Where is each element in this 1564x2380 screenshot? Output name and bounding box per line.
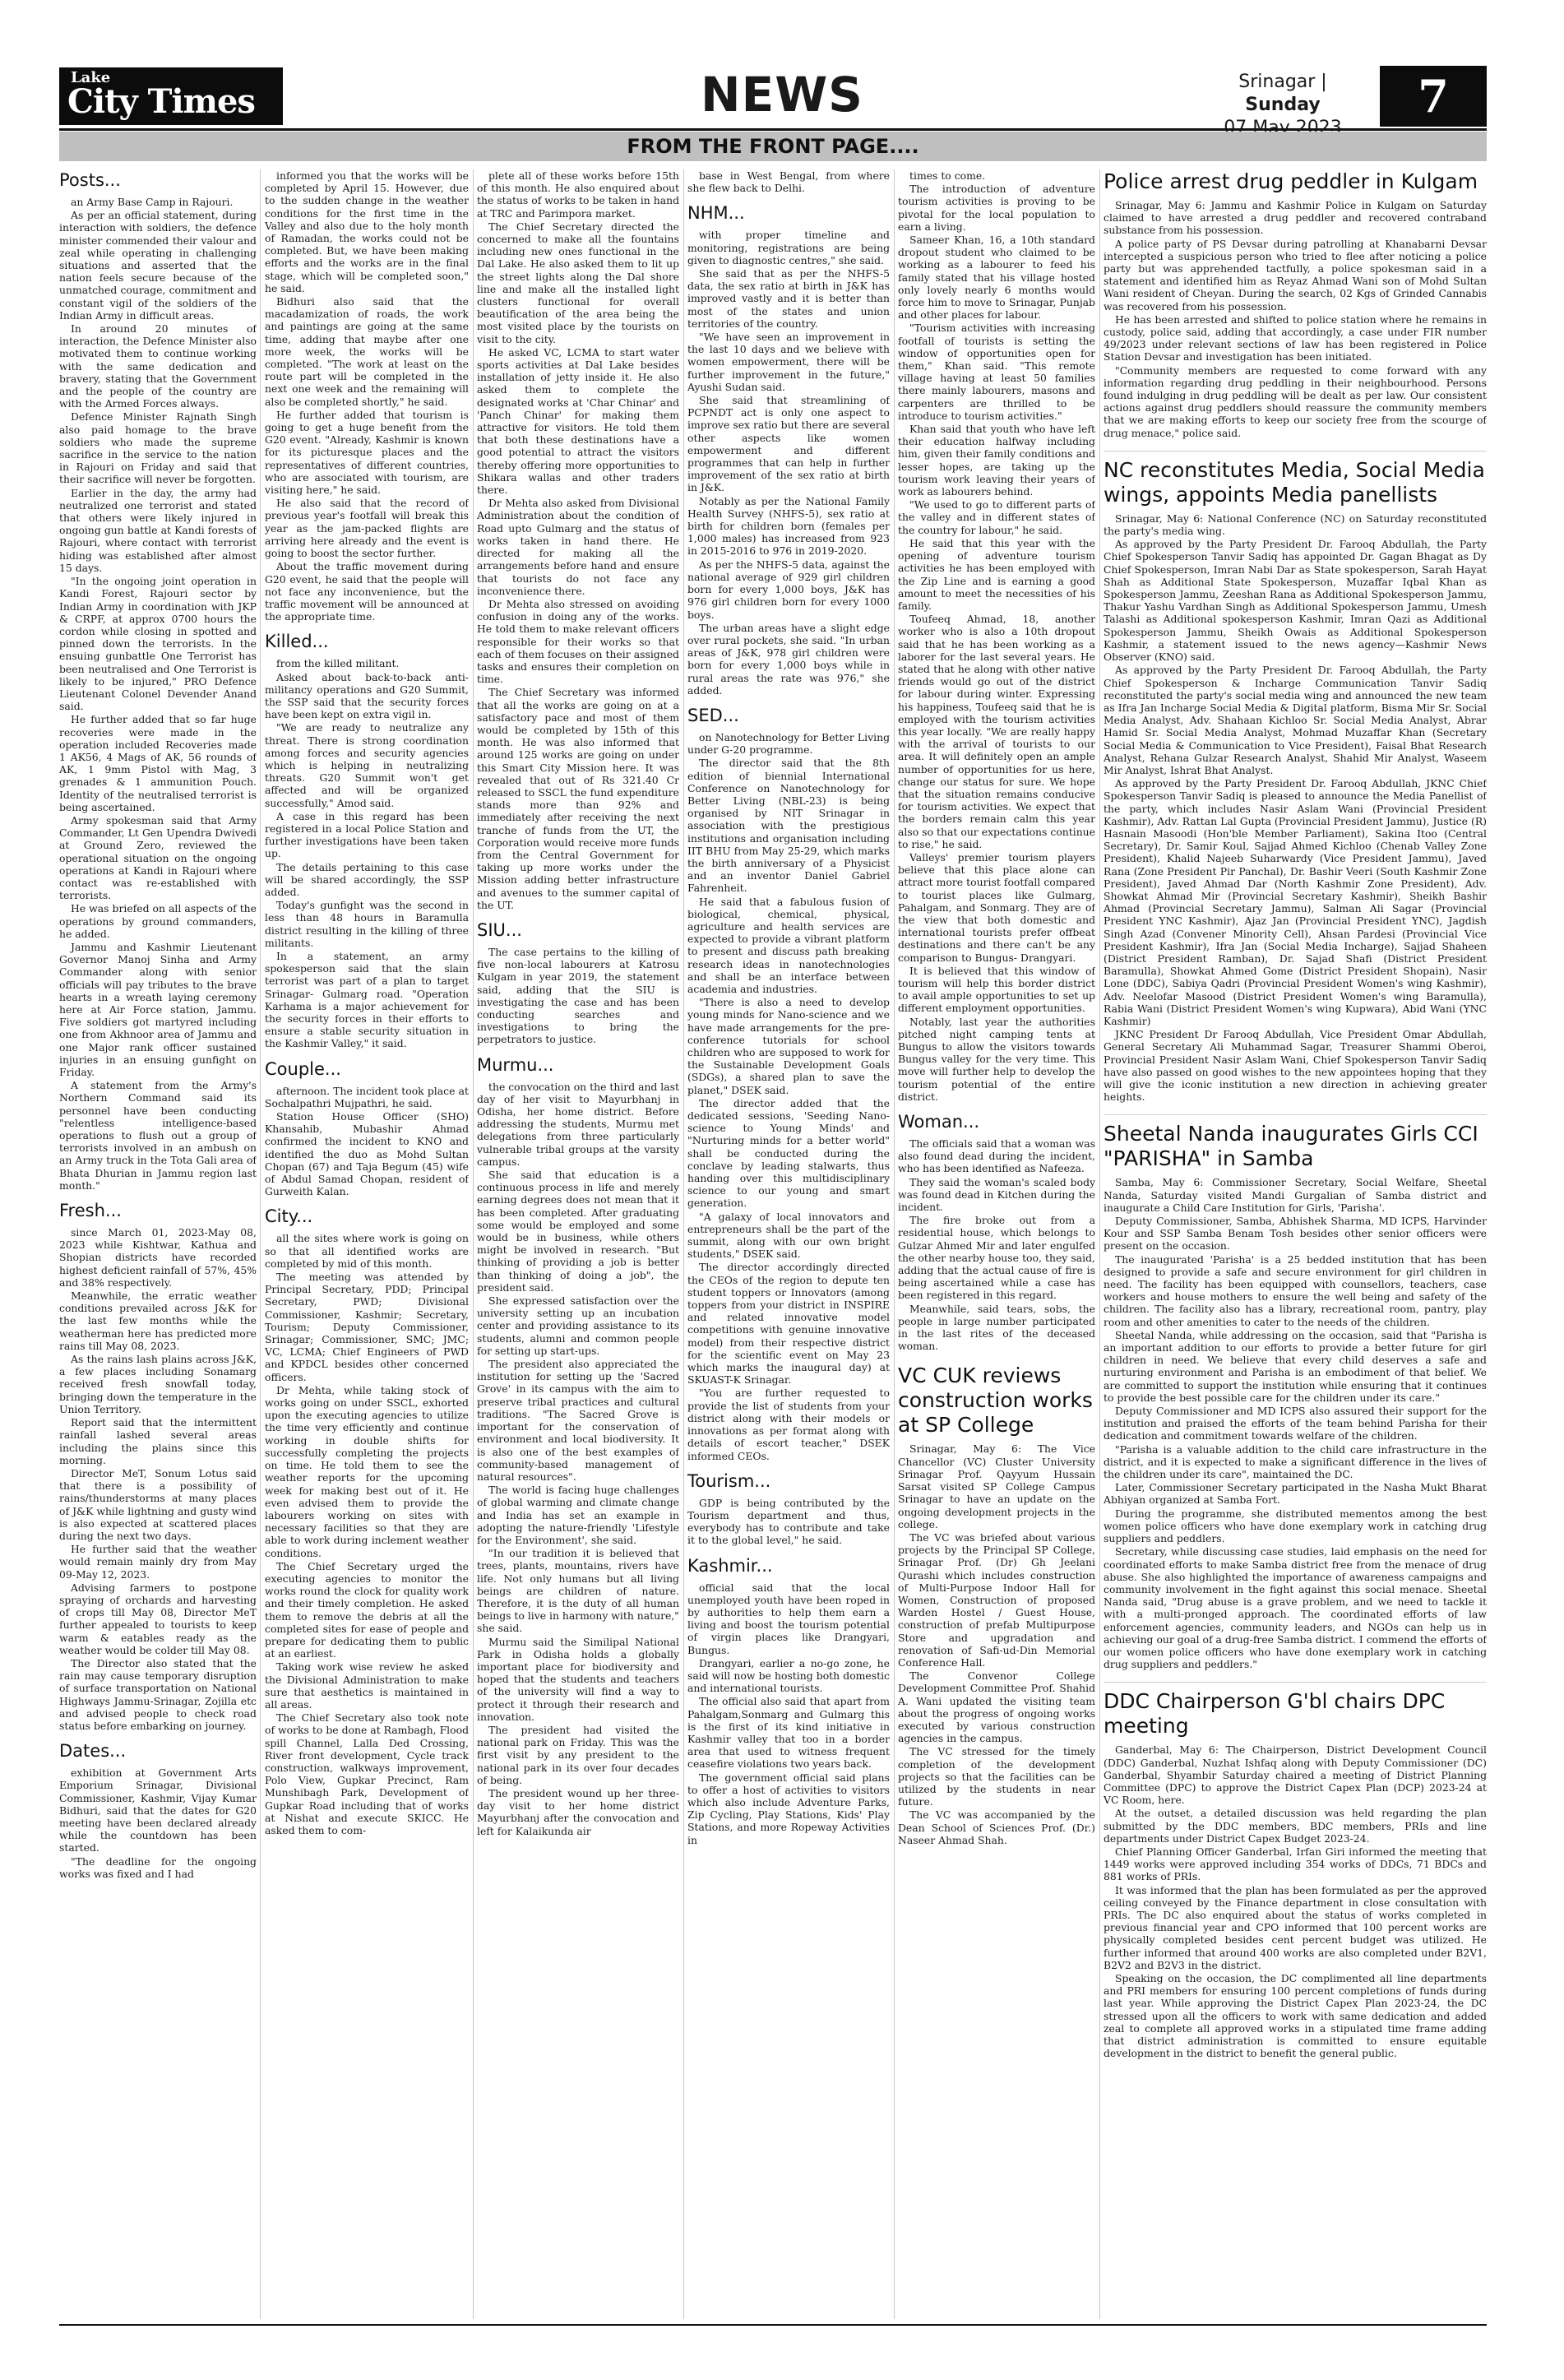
- story-paragraph: an Army Base Camp in Rajouri.: [71, 196, 234, 208]
- story-paragraph: A case in this regard has been registered in a local Police Station and further investigations have been taken up.: [265, 809, 469, 860]
- story-headline: VC CUK reviews construction works at SP College: [898, 1364, 1093, 1438]
- story-paragraph: The meeting was attended by Principal Secretary, PDD; Principal Secretary, PWD; Divisional Commissioner, Kashmir; Secretary, Tourism; Deputy Commissioner, Srinagar; Commissioner, SMC; JMC; VC, LCMA; Chief Engineers of PWD and KPDCL besides other concerned officers.: [265, 1271, 469, 1383]
- top-rule: [59, 128, 1487, 131]
- story-paragraph: The inaugurated 'Parisha' is a 25 bedded institution that has been designed to provide a safe and secure environment for girl children in need. The facility has been equipped with counsellors, teachers, case workers and house mothers to ensure the well being and safety of the children. The facility also has a library, recreational room, pantry, play room and other amenities to cater to the needs of the children.: [1104, 1253, 1487, 1328]
- story-paragraph: The fire broke out from a residential house, which belongs to Gulzar Ahmed Mir and later engulfed the other nearby house too, they said, adding that the actual cause of fire is being ascertained while a case has been registered in this regard.: [898, 1214, 1095, 1302]
- page-number: 7: [1380, 66, 1487, 127]
- story-paragraph: Asked about back-to-back anti-militancy operations and G20 Summit, the SSP said that the security forces have been kept on extra vigil in.: [265, 670, 469, 721]
- story-paragraph: "You are further requested to provide the list of students from your district along with their models or innovations as per format along with details of escort teacher," DSEK informed CEOs.: [687, 1387, 890, 1462]
- story-jump-head: Killed...: [265, 632, 329, 652]
- story-paragraph: official said that the local unemployed youth have been roped in by authorities to help them earn a living and boost the tourism potential of virgin places like Drangyari, Bungus.: [687, 1581, 890, 1656]
- logo-top-text: Lake: [71, 69, 111, 86]
- story-paragraph: Srinagar, May 6: Jammu and Kashmir Police in Kulgam on Saturday claimed to have arrested a drug peddler and recovered contraband substance from his possession.: [1104, 199, 1487, 237]
- column-5: [898, 169, 1095, 2319]
- bottom-rule: [59, 2324, 1487, 2326]
- section-banner: FROM THE FRONT PAGE....: [59, 132, 1487, 161]
- story-paragraph: "We have seen an improvement in the last 10 days and we believe with women empowerment, there will be further improvement in the future," Ayushi Sudan said.: [687, 331, 890, 393]
- story-jump-head: Posts...: [59, 170, 121, 190]
- story-jump-head: Fresh...: [59, 1201, 122, 1221]
- story-paragraph: A statement from the Army's Northern Command said its personnel have been conducting "relentless intelligence-based operations to flush out a group of terrorists involved in an ambush on an Army truck in the Tota Gali area of Bhata Dhurian in Jammu region last month.": [59, 1079, 257, 1192]
- story-paragraph: "We used to go to different parts of the valley and in different states of the country for labour," he said.: [898, 498, 1095, 536]
- story-paragraph: As approved by the Party President Dr. Farooq Abdullah, the Party Chief Spokesperson & Incharge Communication Tanvir Sadiq reconstituted the party's social media wing and announced the new team as Ifra Jan Incharge Social Media & Digital platform, Bisma Mir Sr. Social Media Analyst, Adv. Shahaan Kichloo Sr. Social Media Analyst, Abrar Hamid Sr. Social Media Analyst, Mohmad Muzaffar Khan (Secretary Social Media & Communication to Vice President), Faisal Bhat Research Analyst, Rehana Gulzar Research Analyst, Shahid Mir Analyst, Waseem Mir Analyst, Ishrat Bhat Analyst.: [1104, 664, 1487, 776]
- story-paragraph: GDP is being contributed by the Tourism department and thus, everybody has to contribute and take it to the global level," he said.: [687, 1496, 890, 1547]
- story-paragraph: plete all of these works before 15th of this month. He also enquired about the status of works to be taken in hand at TRC and Parimpora market.: [477, 169, 679, 220]
- column-4: [687, 169, 890, 2319]
- story-paragraph: The president also appreciated the institution for setting up the 'Sacred Grove' in its campus with the aim to preserve tribal practices and cultural traditions. "The Sacred Grove is important for the conservation of environment and local biodiversity. It is also one of the best examples of community-based management of natural resources".: [477, 1358, 679, 1483]
- story-paragraph: Dr Mehta also stressed on avoiding confusion in doing any of the works. He told them to make relevant officers responsible for their works so that each of them focuses on their assigned tasks and ensures their completion on time.: [477, 597, 679, 686]
- story-paragraph: In around 20 minutes of interaction, the Defence Minister also motivated them to continue working with the same dedication and bravery, stating that the Government and the people of the country are with the Armed Forces always.: [59, 322, 257, 410]
- column-divider: [260, 169, 261, 2319]
- story-paragraph: times to come.: [909, 169, 986, 182]
- column-divider: [683, 169, 684, 2319]
- story-paragraph: The government official said plans to offer a host of activities to visitors which also include Adventure Parks, Zip Cycling, Play Stations, Kids' Play Stations, and more Ropeway Activities in: [687, 1771, 890, 1846]
- story-paragraph: The director added that the dedicated sessions, 'Seeding Nano-science to Young Minds' and "Nurturing minds for a better world" shall be conducted during the conclave by leading stalwarts, thus handing over this multidisciplinary science to our young and smart generation.: [687, 1096, 890, 1210]
- story-paragraph: "In our tradition it is believed that trees, plants, mountains, rivers have life. Not only humans but all living beings are children of nature. Therefore, it is the duty of all human beings to live in harmony with nature," she said.: [477, 1547, 679, 1635]
- story-paragraph: Secretary, while discussing case studies, laid emphasis on the need for coordinated efforts to make Samba district free from the menace of drug abuse. She also highlighted the importance of awareness campaigns and community involvement in the fight against this social menace. Sheetal Nanda said, "Drug abuse is a grave problem, and we need to tackle it with a multi-pronged approach. The coordinated efforts of law enforcement agencies, community leaders, and NGOs can help us in achieving our goal of a drug-free Samba district. I commend the efforts of our women police officers who have done exemplary work in catching drug suppliers and peddlers.": [1104, 1545, 1487, 1671]
- story-paragraph: A police party of PS Devsar during patrolling at Khanabarni Devsar intercepted a suspicious person who tried to flee after noticing a police party but was apprehended tactfully, a police spokesman said in a statement and identified him as Reyaz Ahmad Wani son of Mohd Sultan Wani resident of Cheyan. During the search, 02 Kgs of Grinded Cannabis was recovered from his possession.: [1104, 237, 1487, 313]
- story-paragraph: "Tourism activities with increasing footfall of tourists is setting the window of opportunities open for them," Khan said. "This remote village having at least 50 families there mainly labourers, masons and carpenters are thrilled to be introduce to tourism activities.": [898, 322, 1095, 422]
- story-paragraph: They said the woman's scaled body was found dead in Kitchen during the incident.: [898, 1175, 1095, 1214]
- story-paragraph: Khan said that youth who have left their education halfway including him, given their family conditions and lesser hopes, are taking up the tourism work leaving their years of work as labourers behind.: [898, 423, 1095, 498]
- story-paragraph: The Chief Secretary urged the executing agencies to monitor the works round the clock for quality work and their timely completion. He asked them to remove the debris at all the completed sites for ease of people and prepare for dedicating them to public at an earliest.: [265, 1559, 469, 1660]
- story-paragraph: The Convenor College Development Committee Prof. Shahid A. Wani updated the visiting team about the progress of ongoing works executed by various construction agencies in the campus.: [898, 1669, 1095, 1745]
- column-divider: [473, 169, 474, 2319]
- story-paragraph: The Chief Secretary also took note of works to be done at Rambagh, Flood spill Channel, Lalla Ded Crossing, River front development, Cycle track construction, walkways improvement, Polo View, Gupkar Precinct, Ram Munshibagh Park, Development of Gupkar Road including that of works at Nishat and execute SKICC. He asked them to com-: [265, 1711, 469, 1836]
- story-paragraph: all the sites where work is going on so that all identified works are completed by mid of this month.: [265, 1232, 469, 1270]
- story-paragraph: Jammu and Kashmir Lieutenant Governor Manoj Sinha and Army Commander along with senior officials will pay tributes to the brave hearts in a wreath laying ceremony here at Air Force station, Jammu. Five soldiers got martyred including one from Akhnoor area of Jammu and one Major rank officer sustained injuries in an ensuing gunfight on Friday.: [59, 940, 257, 1079]
- story-paragraph: The Chief Secretary directed the concerned to make all the fountains including new ones functional in the Dal Lake. He also asked them to lit up the street lights along the Dal shore line and make all the installed light clusters functional for overall beautification of the area being the most visited place by the tourists on visit to the city.: [477, 220, 679, 345]
- story-paragraph: About the traffic movement during G20 event, he said that the people will not face any inconvenience, but the traffic movement will be announced at the appropriate time.: [265, 560, 469, 623]
- story-paragraph: The officials said that a woman was also found dead during the incident, who has been identified as Nafeeza.: [898, 1137, 1095, 1175]
- story-paragraph: He said that a fabulous fusion of biological, chemical, physical, agriculture and health services are expected to provide a vibrant platform to present and discuss path breaking research ideas in nanotechnologies and shall be an interface between academia and industries.: [687, 895, 890, 995]
- story-paragraph: Chief Planning Officer Ganderbal, Irfan Giri informed the meeting that 1449 works were approved including 354 works of DDCs, 71 BDCs and 881 works of PRIs.: [1104, 1845, 1487, 1883]
- story-headline: NC reconstitutes Media, Social Media wings, appoints Media panellists: [1104, 451, 1487, 507]
- story-paragraph: She said that streamlining of PCPNDT act is only one aspect to improve sex ratio but there are several other aspects like women empowerment and different programmes that can help in further improvement of the sex ratio at birth in J&K.: [687, 394, 890, 494]
- story-paragraph: In a statement, an army spokesperson said that the slain terrorist was part of a plan to target Srinagar- Gulmarg road. "Operation Karhama is a major achievement for the security forces in their efforts to ensure a stable security situation in the Kashmir Valley," it said.: [265, 949, 469, 1050]
- story-paragraph: The Director also stated that the rain may cause temporary disruption of surface transportation on National Highways Jammu-Srinagar, Zojilla etc and advised people to check road status before embarking on journey.: [59, 1656, 257, 1732]
- story-paragraph: She said that as per the NHFS-5 data, the sex ratio at birth in J&K has improved vastly and it is better than most of the states and union territories of the country.: [687, 267, 890, 330]
- column-divider: [894, 169, 895, 2319]
- story-paragraph: Notably as per the National Family Health Survey (NHFS-5), sex ratio at birth for children born (females per 1,000 males) has increased from 923 in 2015-2016 to 976 in 2019-2020.: [687, 494, 890, 558]
- story-paragraph: The VC stressed for the timely completion of the development projects so that the facilities can be utilized by the students in near future.: [898, 1745, 1095, 1808]
- story-paragraph: As per the NHFS-5 data, against the national average of 929 girl children born for every 1,000 boys, J&K has 976 girl children born for every 1000 boys.: [687, 558, 890, 621]
- story-headline: Sheetal Nanda inaugurates Girls CCI "PARISHA" in Samba: [1104, 1114, 1487, 1171]
- story-paragraph: "There is also a need to develop young minds for Nano-science and we have made arrangements for the pre-conference tutorials for school children who are supposed to work for the Sustainable Development Goals (SDGs), a shared plan to save the planet," DSEK said.: [687, 996, 890, 1096]
- story-paragraph: afternoon. The incident took place at Sochalpathri Mujpathri, he said.: [265, 1084, 469, 1109]
- story-paragraph: "In the ongoing joint operation in Kandi Forest, Rajouri sector by Indian Army in coordination with JKP & CRPF, at approx 0700 hours the cordon while closing in spotted and pinned down the terrorists. In the ensuing gunbattle One Terrorist has been neutralised and One Terrorist is likely to be injured," PRO Defence Lieutenant Colonel Devender Anand said.: [59, 575, 257, 713]
- story-paragraph: The director said that the 8th edition of biennial International Conference on Nanotechnology for Better Living (NBL-23) is being organised by NIT Srinagar in association with the prestigious institutions and organisation including IIT BHU from May 25-29, which marks the birth anniversary of a Physicist and an inventor Daniel Gabriel Fahrenheit.: [687, 757, 890, 895]
- story-paragraph: She said that education is a continuous process in life and merely earning degrees does not mean that it has been completed. After graduating some would be employed and some would be in business, while others might be involved in research. "But thinking of providing a job is better than thinking of doing a job", the president said.: [477, 1169, 679, 1294]
- story-paragraph: Army spokesman said that Army Commander, Lt Gen Upendra Dwivedi at Ground Zero, reviewed the operational situation on the ongoing operations at Kandi in Rajouri where contact was re-established with terrorists.: [59, 813, 257, 902]
- story-paragraph: Deputy Commissioner and MD ICPS also assured their support for the institution and praised the efforts of the team behind Parisha for their dedication and commitment towards welfare of the children.: [1104, 1405, 1487, 1442]
- story-paragraph: It is believed that this window of tourism will help this border district to avail ample opportunities to set up different employment opportunities.: [898, 964, 1095, 1015]
- story-paragraph: Speaking on the occasion, the DC complimented all line departments and PRI members for ensuring 100 percent completions of funds during last year. While approving the District Capex Plan 2023-24, the DC stressed upon all the officers to work with same dedication and added zeal to complete all approved works in a stipulated time frame adding that district administration is committed to ensure equitable development in the district to benefit the general public.: [1104, 1971, 1487, 2060]
- story-paragraph: He also said that the record of previous year's footfall will break this year as the jam-packed flights are arriving here already and the event is going to boost the sector further.: [265, 497, 469, 560]
- story-paragraph: Report said that the intermittent rainfall lashed several areas including the plains since this morning.: [59, 1416, 257, 1466]
- story-paragraph: The VC was briefed about various projects by the Principal SP College, Srinagar Prof. (Dr) Gh Jeelani Qurashi which includes construction of Multi-Purpose Indoor Hall for Women, Construction of proposed Warden Hostel / Guest House, construction of prefab Multipurpose Store and upgradation and renovation of Safi-ud-Din Memorial Conference Hall.: [898, 1530, 1095, 1669]
- story-paragraph: with proper timeline and monitoring, registrations are being given to diagnostic centres," she said.: [687, 229, 890, 266]
- story-paragraph: The president had visited the national park on Friday. This was the first visit by any president to the national park in its over four decades of being.: [477, 1723, 679, 1786]
- column-divider: [1099, 169, 1100, 2319]
- story-paragraph: Srinagar, May 6: The Vice Chancellor (VC) Cluster University Srinagar Prof. Qayyum Hussain Sarsat visited SP College Campus Srinagar to have an update on the ongoing development projects in the college.: [898, 1442, 1095, 1530]
- story-paragraph: Defence Minister Rajnath Singh also paid homage to the brave soldiers who made the supreme sacrifice in the service to the nation in Rajouri on Friday and said that their sacrifice will never be forgotten.: [59, 410, 257, 486]
- story-paragraph: Deputy Commissioner, Samba, Abhishek Sharma, MD ICPS, Harvinder Kour and SSP Samba Benam Tosh besides other senior officers were present on the occasion.: [1104, 1215, 1487, 1253]
- story-paragraph: As approved by the Party President Dr. Farooq Abdullah, JKNC Chief Spokesperson Tanvir Sadiq is pleased to announce the Media Panellist of the party, which includes Nasir Aslam Wani (Provincial President Kashmir), Adv. Rattan Lal Gupta (Provincial President Jammu), Justice (R) Hasnain Masoodi (Hon'ble Member Parliament), Sakina Itoo (Central Secretary), Dr. Samir Koul, Sajjad Ahmed Kichloo (Chenab Valley Zone President), Khalid Najeeb Suharwardy (Vice President Jammu), Javed Rana (Zone President Pir Panchal), Dr. Bashir Veeri (South Kashmir Zone President), Javed Ahmad Dar (North Kashmir Zone President), Adv. Showkat Ahmad Mir (Provincial Secretary Kashmir), Sheikh Bashir Ahmad (Provincial Secretary Jammu), Salman Ali Sagar (Provincial President YNC Kashmir), Ajaz Jan (Provincial President YNC), Jagdish Singh Azad (Convener Minority Cell), Ahsan Pardesi (Provincial Vice President Kashmir), Ifra Jan (Social Media Incharge), Sajjad Shaheen (District President Ramban), Dr. Sajad Shafi (District President Baramulla), Showkat Ahmed Gome (District President Shopain), Nasir Lone (DDC), Sabiya Qadri (Provincial President Women's wing Kashmir), Adv. Neelofar Masood (District President Women's wing Baramulla), Rabia Wani (District President Women's wing Kupwara), Abid Wani (YNC Kashmir): [1104, 777, 1487, 1027]
- story-paragraph: Murmu said the Similipal National Park in Odisha holds a globally important place for biodiversity and hoped that the students and teachers of the university will find a way to protect it through their research and innovation.: [477, 1635, 679, 1723]
- story-paragraph: "A galaxy of local innovators and entrepreneurs shall be the part of the summit, along with our own bright students," DSEK said.: [687, 1210, 890, 1261]
- story-paragraph: As per an official statement, during interaction with soldiers, the defence minister commended their valour and zeal while operating in challenging situations and asserted that the nation feels secure because of the unmatched courage, commitment and constant vigil of the soldiers of the Indian Army in difficult areas.: [59, 209, 257, 322]
- dateline-place: Srinagar: [1238, 72, 1316, 92]
- story-jump-head: Woman...: [898, 1112, 980, 1132]
- story-paragraph: base in West Bengal, from where she flew back to Delhi.: [687, 169, 890, 195]
- story-paragraph: Meanwhile, the erratic weather conditions prevailed across J&K for the last few months while the weatherman here has predicted more rains till May 08, 2023.: [59, 1290, 257, 1352]
- story-paragraph: The president wound up her three-day visit to her home district Mayurbhanj after the convocation and left for Kalaikunda air: [477, 1786, 679, 1837]
- story-jump-head: Murmu...: [477, 1054, 554, 1075]
- story-paragraph: Ganderbal, May 6: The Chairperson, District Development Council (DDC) Ganderbal, Nuzhat Ishfaq along with Deputy Commissioner (DC) Ganderbal, Shyambir Saturday chaired a meeting of District Planning Committee (DPC) to approve the District Capex Plan (DCP) 2023-24 at VC Room, here.: [1104, 1743, 1487, 1807]
- story-paragraph: It was informed that the plan has been formulated as per the approved ceiling conveyed by the Finance department in close consultation with PRIs. The DC also enquired about the status of works completed in previous financial year and CPO informed that 100 percent works are physically completed besides cent percent budget was utilized. He further informed that around 400 works are also completed under B2V1, B2V2 and B2V3 in the district.: [1104, 1883, 1487, 1971]
- story-paragraph: The Chief Secretary was informed that all the works are going on at a satisfactory pace and most of them would be completed by 15th of this month. He was also informed that around 125 works are going on under this Smart City Mission here. It was revealed that out of Rs 321.40 Cr released to SSCL the fund expenditure stands more than 92% and immediately after receiving the next tranche of funds from the UT, the Corporation would receive more funds from the Central Government for taking up more works under the Mission adding better infrastructure and avenues to the summer capital of the UT.: [477, 686, 679, 911]
- story-paragraph: Meanwhile, said tears, sobs, the people in large number participated in the last rites of the deceased woman.: [898, 1302, 1095, 1353]
- story-paragraph: Samba, May 6: Commissioner Secretary, Social Welfare, Sheetal Nanda, Saturday visited Mandi Gurgalian of Samba district and inaugurate a Child Care Institution for Girls, 'Parisha'.: [1104, 1176, 1487, 1214]
- dateline-day: Sunday: [1245, 95, 1321, 115]
- logo-main-text: City Times: [67, 82, 255, 121]
- story-paragraph: He further added that tourism is going to get a huge benefit from the G20 event. "Already, Kashmir is known for its picturesque places and the representatives of different countries, who are associated with tourism, are visiting here," he said.: [265, 408, 469, 497]
- story-paragraph: As the rains lash plains across J&K, a few places including Sonamarg received fresh snowfall today, bringing down the temperature in the Union Territory.: [59, 1353, 257, 1415]
- story-paragraph: "Parisha is a valuable addition to the child care infrastructure in the district, and it is expected to make a significant difference in the lives of the children under its care", maintained the DC.: [1104, 1442, 1487, 1481]
- story-jump-head: SED...: [687, 705, 739, 725]
- story-paragraph: The official also said that apart from Pahalgam,Sonmarg and Gulmarg this is the first of its kind initiative in Kashmir valley that too in a border area that used to witness frequent ceasefire violations two years back.: [687, 1695, 890, 1771]
- story-jump-head: Tourism...: [687, 1470, 771, 1491]
- story-paragraph: Station House Officer (SHO) Khansahib, Mubashir Ahmad confirmed the incident to KNO and identified the duo as Mohd Sultan Chopan (67) and Taja Begum (45) wife of Abdul Samad Chopan, resident of Gurweith Kalan.: [265, 1110, 469, 1198]
- story-jump-head: SIU...: [477, 919, 522, 940]
- column-2: [265, 169, 469, 2319]
- story-paragraph: Earlier in the day, the army had neutralized one terrorist and stated that others were likely injured in ongoing gun battle at Kandi forests of Rajouri, where contact with terrorist hiding was established after almost 15 days.: [59, 486, 257, 574]
- story-paragraph: since March 01, 2023-May 08, 2023 while Kishtwar, Kathua and Shopian districts have recorded highest deficient rainfall of 57%, 45% and 38% respectively.: [59, 1226, 257, 1289]
- column-1: [59, 169, 257, 2319]
- story-jump-head: City...: [265, 1206, 313, 1227]
- story-paragraph: He was briefed on all aspects of the operations by ground commanders, he added.: [59, 902, 257, 940]
- story-paragraph: informed you that the works will be completed by April 15. However, due to the sudden change in the weather conditions for the first time in the Valley and also due to the holy month of Ramadan, the works could not be completed. But, we have been making efforts and the works are in the final stage, which will be completed soon," he said.: [265, 169, 469, 294]
- column-3: [477, 169, 679, 2319]
- story-paragraph: on Nanotechnology for Better Living under G-20 programme.: [687, 730, 890, 757]
- story-paragraph: Sameer Khan, 16, a 10th standard dropout student who claimed to be working as a labourer to feed his family stated that his village hosted only lovely nearly 6 months would force him to move to Srinagar, Punjab and other places for labour.: [898, 234, 1095, 322]
- story-paragraph: JKNC President Dr Farooq Abdullah, Vice President Omar Abdullah, General Secretary Ali Muhammad Sagar, Treasurer Shammi Oberoi, Provincial President Nasir Aslam Wani, Chief Spokesperson Tanvir Sadiq have also passed on good wishes to the new appointees hoping that they will give the iconic institution a new direction in achieving greater heights.: [1104, 1028, 1487, 1104]
- story-paragraph: The urban areas have a slight edge over rural pockets, she said. "In urban areas of J&K, 978 girl children were born for every 1,000 boys while in rural areas the rate was 976," she added.: [687, 621, 890, 697]
- story-paragraph: Notably, last year the authorities pitched night camping tents at Bungus to allow the visitors towards Bungus valley for the very time. This move will further help to develop the tourism potential of the entire district.: [898, 1015, 1095, 1103]
- story-paragraph: Sheetal Nanda, while addressing on the occasion, said that "Parisha is an important addition to our efforts to provide a better future for girl children in need. We believe that every child deserves a safe and nurturing environment and Parisha is an embodiment of that belief. We are committed to support the institution while ensuring that it continues to provide the best possible care for the children under its care.": [1104, 1328, 1487, 1404]
- story-paragraph: Taking work wise review he asked the Divisional Administration to make sure that aesthetics is maintained in all areas.: [265, 1660, 469, 1711]
- story-jump-head: NHM...: [687, 203, 745, 224]
- story-paragraph: At the outset, a detailed discussion was held regarding the plan submitted by the DDC members, BDC members, PRIs and line departments under District Capex Budget 2023-24.: [1104, 1807, 1487, 1845]
- story-paragraph: He further said that the weather would remain mainly dry from May 09-May 12, 2023.: [59, 1543, 257, 1581]
- story-paragraph: Director MeT, Sonum Lotus said that there is a possibility of rains/thunderstorms at many places of J&K while lightning and gusty wind is also expected at scattered places during the next two days.: [59, 1466, 257, 1542]
- story-jump-head: Couple...: [265, 1058, 341, 1079]
- story-paragraph: Later, Commissioner Secretary participated in the Nasha Mukt Bharat Abhiyan organized at Samba Fort.: [1104, 1481, 1487, 1507]
- column-6: [1104, 169, 1487, 2319]
- story-paragraph: The world is facing huge challenges of global warming and climate change and India has set an example in adopting the nature-friendly 'Lifestyle for the Environment', she said.: [477, 1484, 679, 1546]
- story-paragraph: As approved by the Party President Dr. Farooq Abdullah, the Party Chief Spokesperson Tanvir Sadiq has appointed Dr. Gagan Bhagat as Dy Chief Spokesperson, Imran Nabi Dar as State spokesperson, Sarah Hayat Shah as Additional State Spokesperson, Muzaffar Iqbal Khan as Spokesperson Jammu, Zeeshan Rana as Additional Spokesperson Jammu, Thakur Yashu Vardhan Singh as Additional Spokesperson Jammu, Umesh Talashi as Additional spokesperson Kashmir, Imran Qazi as Additional Spokesperson Jammu, Sheikh Owais as Additional Spokesperson Kashmir, a statement issued to the news agency—Kashmir News Observer (KNO) said.: [1104, 538, 1487, 664]
- section-title: NEWS: [701, 67, 863, 123]
- story-paragraph: The case pertains to the killing of five non-local labourers at Katrosu Kulgam in year 2019, the statement said, adding that the SIU is investigating the case and has been conducting searches and investigations to bring the perpetrators to justice.: [477, 945, 679, 1046]
- story-headline: DDC Chairperson G'bl chairs DPC meeting: [1104, 1682, 1487, 1739]
- story-jump-head: Kashmir...: [687, 1555, 773, 1576]
- story-paragraph: the convocation on the third and last day of her visit to Mayurbhanj in Odisha, her home district. Before addressing the students, Murmu met delegations from three particularly vulnerable tribal groups at the varsity campus.: [477, 1080, 679, 1168]
- story-paragraph: The introduction of adventure tourism activities is proving to be pivotal for the local population to earn a living.: [898, 183, 1095, 233]
- story-paragraph: Dr Mehta, while taking stock of works going on under SSCL, exhorted upon the executing agencies to utilize the time very efficiently and continue working in double shifts for successfully completing the projects on time. He told them to see the weather reports for the upcoming week for making best out of it. He even advised them to provide the labourers working on sites with necessary facilities so that they are able to work during inclement weather conditions.: [265, 1383, 469, 1559]
- story-paragraph: The director accordingly directed the CEOs of the region to depute ten student toppers or Innovators (among toppers from your district in INSPIRE and related innovative model competitions with genuine innovative model) from their respective district for the scientific event on May 23 which marks the inaugural day) at SKUAST-K Srinagar.: [687, 1261, 890, 1387]
- story-headline: Police arrest drug peddler in Kulgam: [1104, 169, 1478, 193]
- story-paragraph: He has been arrested and shifted to police station where he remains in custody, police said, adding that accordingly, a case under FIR number 49/2023 under relevant sections of law has been registered in Police Station Devsar and investigation has been initiated.: [1104, 313, 1487, 363]
- story-paragraph: Bidhuri also said that the macadamization of roads, the work and paintings are going at the same time, adding that maybe after one more week, the works will be completed. "The work at least on the route part will be completed in the next one week and the remaining will also be completed shortly," he said.: [265, 295, 469, 408]
- story-paragraph: The details pertaining to this case will be shared accordingly, the SSP added.: [265, 860, 469, 898]
- story-paragraph: He further added that so far huge recoveries were made in the operation included Recoveries made 1 AK56, 4 Mags of AK, 56 rounds of AK, 1 9mm Pistol with Mag, 3 grenades & 1 ammunition Pouch. Identity of the neutralised terrorist is being ascertained.: [59, 713, 257, 813]
- story-paragraph: exhibition at Government Arts Emporium Srinagar, Divisional Commissioner, Kashmir, Vijay Kumar Bidhuri, said that the dates for G20 meeting have been declared already while the countdown has been started.: [59, 1766, 257, 1854]
- story-paragraph: Today's gunfight was the second in less than 48 hours in Baramulla district resulting in the killing of three militants.: [265, 899, 469, 949]
- story-jump-head: Dates...: [59, 1741, 127, 1762]
- dateline: Srinagar | Sunday: [1201, 71, 1365, 140]
- story-paragraph: Advising farmers to postpone spraying of orchards and harvesting of crops till May 08, Director MeT further appealed to tourists to keep warm & eatables ready as the weather would be colder till May 08.: [59, 1581, 257, 1656]
- story-paragraph: She expressed satisfaction over the university setting up an incubation center and providing assistance to its students, alumni and common people for setting up start-ups.: [477, 1294, 679, 1357]
- story-paragraph: Toufeeq Ahmad, 18, another worker who is also a 10th dropout said that he has been working as a laborer for the last several years. He stated that he along with other native friends would go out of the district for labour during winter. Expressing his happiness, Toufeeq said that he is employed with the tourism activities this year locally. "We are really happy with the arrival of tourists to our area. It will definitely open an ample number of opportunities for us here, change our status for sure. We hope that the situation remains conducive for tourism activities. We expect that the borders remain calm this year also so that our expectations continue to rise," he said.: [898, 613, 1095, 850]
- story-paragraph: "The deadline for the ongoing works was fixed and I had: [59, 1854, 257, 1880]
- story-paragraph: from the killed militant.: [276, 657, 400, 670]
- story-paragraph: He said that this year with the opening of adventure tourism activities he has been employed with the Zip Line and is earning a good amount to meet the necessities of his family.: [898, 536, 1095, 612]
- story-paragraph: Dr Mehta also asked from Divisional Administration about the condition of Road upto Gulmarg and the status of works taken in hand there. He directed for making all the arrangements before hand and ensure that tourists do not face any inconvenience there.: [477, 497, 679, 597]
- story-paragraph: Valleys' premier tourism players believe that this place alone can attract more tourist footfall compared to tourist places like Gulmarg, Pahalgam, and Sonmarg. They are of the view that both domestic and international tourists prefer offbeat destinations and there can't be any comparison to Bungus- Drangyari.: [898, 850, 1095, 964]
- story-paragraph: Srinagar, May 6: National Conference (NC) on Saturday reconstituted the party's media wing.: [1104, 512, 1487, 538]
- story-paragraph: He asked VC, LCMA to start water sports activities at Dal Lake besides installation of jetty inside it. He also asked them to complete the designated works at 'Char Chinar' and 'Panch Chinar' for making them attractive for visitors. He told them that both these destinations have a good potential to attract the visitors thereby offering more opportunities to Shikara wallas and other traders there.: [477, 345, 679, 497]
- story-paragraph: During the programme, she distributed mementos among the best women police officers who have done exemplary work in catching drug suppliers and peddlers.: [1104, 1507, 1487, 1545]
- story-paragraph: "Community members are requested to come forward with any information regarding drug peddling in their neighbourhood. Persons found indulging in drug peddling will be dealt as per law. Our consistent actions against drug peddlers should reassure the community members that we are making efforts to keep our society free from the scourge of drug menace," police said.: [1104, 363, 1487, 439]
- story-paragraph: Drangyari, earlier a no-go zone, he said will now be hosting both domestic and international tourists.: [687, 1656, 890, 1695]
- story-paragraph: "We are ready to neutralize any threat. There is strong coordination among forces and security agencies which is helping in neutralizing threats. G20 Summit won't get affected and will be organized successfully," Amod said.: [265, 721, 469, 809]
- story-paragraph: The VC was accompanied by the Dean School of Sciences Prof. (Dr.) Naseer Ahmad Shah.: [898, 1808, 1095, 1846]
